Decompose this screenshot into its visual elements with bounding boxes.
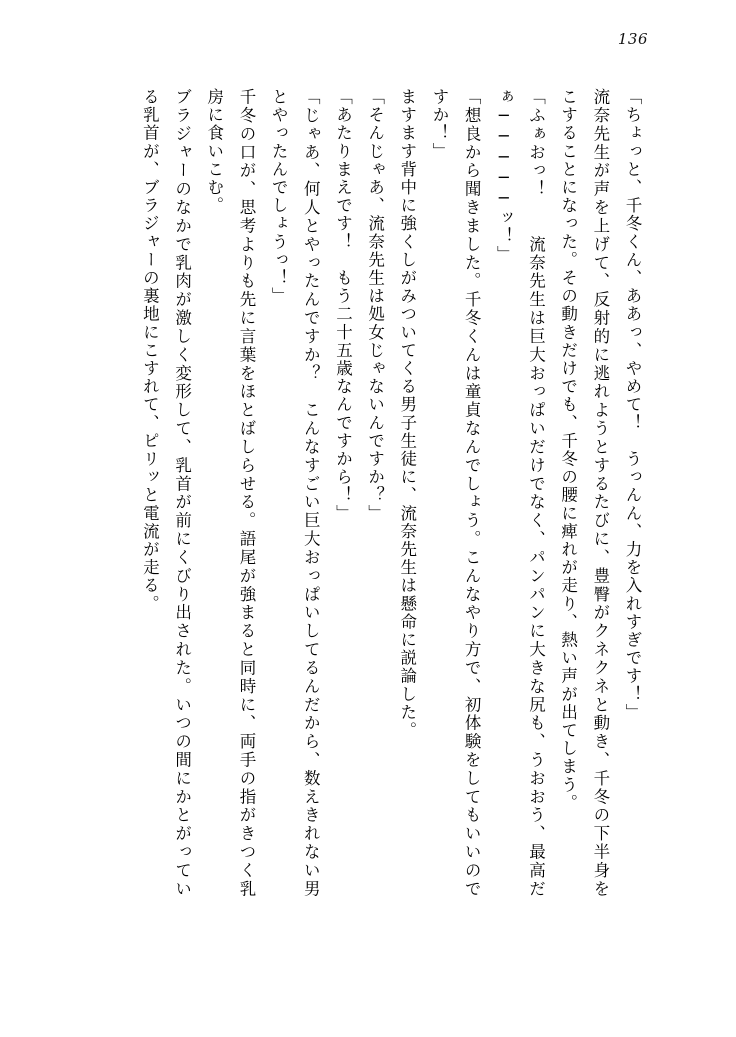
page-number: 136 bbox=[617, 30, 648, 48]
paragraph: 「じゃあ、何人とやったんですか？ こんなすごい巨大おっぱいしてるんだから、数えきれない男とやったんでしょうっ！」 bbox=[269, 88, 321, 898]
paragraph: 「想良から聞きました。千冬くんは童貞なんでしょう。こんなやり方で、初体験をしてもいいのですか！」 bbox=[429, 88, 482, 898]
paragraph: 「あたりまえです！ もう二十五歳なんですから！」 bbox=[333, 88, 353, 523]
paragraph: 千冬の口が、思考よりも先に言葉をほとばしらせる。語尾が強まると同時に、両手の指がきつく乳房に食いこむ。 bbox=[204, 88, 256, 898]
body-text bbox=[92, 88, 648, 898]
paragraph: 「そんじゃあ、流奈先生は処女じゃないんですか？」 bbox=[365, 88, 385, 523]
paragraph: ますます背中に強くしがみついてくる男子生徒に、流奈先生は懸命に説論した。 bbox=[397, 88, 417, 740]
paragraph: 「ふぁおっ！ 流奈先生は巨大おっぱいだけでなく、パンパンに大きな尻も、うおおう、最高だぁ─────ッ！」 bbox=[494, 88, 546, 898]
paragraph: ブラジャーのなかで乳肉が激しく変形して、乳首が前にくびり出された。いつの間にかとがっている乳首が、ブラジャーの裏地にこすれて、ピリッと電流が走る。 bbox=[140, 88, 192, 898]
paragraph: 「ちょっと、千冬くん、ああっ、やめて！ うっんん、力を入れすぎです！」 bbox=[623, 88, 642, 722]
paragraph: 流奈先生が声を上げて、反射的に逃れようとするたびに、豊臀がクネクネと動き、千冬の下半身をこすることになった。その動きだけでも、千冬の腰に痺れが走り、熱い声が出てしまう。 bbox=[558, 88, 610, 898]
